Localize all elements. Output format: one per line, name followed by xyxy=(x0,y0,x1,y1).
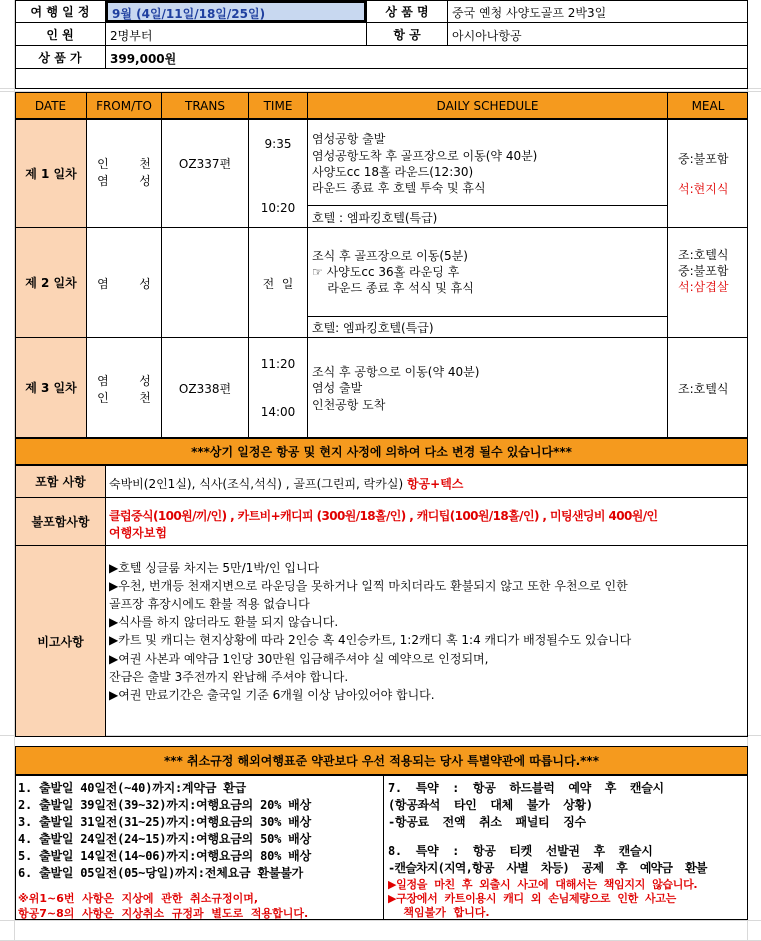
day1-date: 제 1 일차 xyxy=(25,167,77,181)
cancel-rule: 3. 출발일 31일전(31~25)까지:여행요금의 30% 배상 xyxy=(18,815,311,829)
day1-to: 염 성 xyxy=(97,174,151,188)
day3-line: 인천공항 도착 xyxy=(312,398,386,412)
special-note: ▶일정을 마친 후 외출시 사고에 대해서는 책임지지 않습니다. xyxy=(388,878,698,891)
schedule-notice: ***상기 일정은 항공 및 현지 사정에 의하여 다소 변경 될수 있습니다*** xyxy=(15,438,748,465)
day2-meal-dinner: 석:삼겹살 xyxy=(678,280,729,294)
remark-line: 잔금은 출발 3주전까지 완납해 주셔야 합니다. xyxy=(109,670,349,684)
cancel-rule: 4. 출발일 24일전(24~15)까지:여행요금의 50% 배상 xyxy=(18,832,311,846)
day2-meal: 조:호텔식 xyxy=(678,248,729,262)
product-value: 중국 옌청 사양도골프 2박3일 xyxy=(452,6,607,20)
day1-time-depart: 9:35 xyxy=(264,137,292,151)
day2-hotel: 호텔: 엠파킹호텔(특급) xyxy=(312,321,434,335)
price-value: 399,000원 xyxy=(110,52,177,66)
date-value-text: 9월 (4일/11일/18일/25일) xyxy=(112,7,266,21)
day2-line: 라운드 종료 후 석식 및 휴식 xyxy=(312,281,474,295)
day1-line: 염성공항 출발 xyxy=(312,132,386,146)
airline-value: 아시아나항공 xyxy=(452,29,522,43)
date-value[interactable] xyxy=(106,1,366,22)
day3-to: 인 천 xyxy=(97,391,151,405)
day2-from: 염 성 xyxy=(97,277,151,291)
day1-hotel: 호텔 : 엠파킹호텔(특급) xyxy=(312,211,438,225)
day1-meal-dinner: 석:현지식 xyxy=(678,182,729,196)
people-label: 인 원 xyxy=(46,27,74,42)
special-rule: 8. 특약 : 항공 티켓 선발권 후 캔슬시 xyxy=(388,844,653,858)
day2-date: 제 2 일차 xyxy=(25,276,77,290)
special-note: 책임불가 합니다. xyxy=(388,906,490,919)
remark-line: ▶카트 및 캐디는 현지상황에 따라 2인승 혹 4인승카트, 1:2캐디 혹 1:4 캐디가 배정될수도 있습니다 xyxy=(109,633,632,647)
cancel-rule: 2. 출발일 39일전(39~32)까지:여행요금의 20% 배상 xyxy=(18,798,311,812)
day1-meal: 중:불포함 xyxy=(678,152,729,166)
included-text xyxy=(109,475,463,492)
excluded-line: 여행자보험 xyxy=(109,526,167,540)
day2-meal: 중:불포함 xyxy=(678,264,729,278)
day3-time-arrive: 14:00 xyxy=(260,405,296,419)
cancel-note: ※위1~6번 사항은 지상에 관한 취소규정이며, xyxy=(18,892,259,905)
day1-time-arrive: 10:20 xyxy=(260,201,296,215)
header-from-to: FROM/TO xyxy=(96,98,152,113)
special-rule: 7. 특약 : 항공 하드블럭 예약 후 캔슬시 xyxy=(388,781,664,795)
cancel-rule: 5. 출발일 14일전(14~06)까지:여행요금의 80% 배상 xyxy=(18,849,311,863)
day3-date: 제 3 일차 xyxy=(25,381,77,395)
remark-line: ▶여권 사본과 예약금 1인당 30만원 입금해주셔야 실 예약으로 인정되며, xyxy=(109,652,489,666)
special-rule: -캔슬차지(지역,항공 사별 차등) 공제 후 예약금 환불 xyxy=(388,861,707,875)
special-rule: (항공좌석 타인 대체 불가 상황) xyxy=(388,798,593,812)
day1-line: 라운드 종료 후 호텔 투숙 및 휴식 xyxy=(312,181,486,195)
day3-line: 조식 후 공항으로 이동(약 40분) xyxy=(312,365,480,379)
day1-line: 염성공항도착 후 골프장으로 이동(약 40분) xyxy=(312,149,538,163)
day3-line: 염성 출발 xyxy=(312,381,363,395)
included-highlight: 항공+텍스 xyxy=(406,477,464,491)
included-items: 숙박비(2인1실), 식사(조식,석식) , 골프(그린피, 락카실) xyxy=(109,477,404,491)
remark-line: ▶여권 만료기간은 출국일 기준 6개월 이상 남아있어야 합니다. xyxy=(109,688,435,702)
header-trans: TRANS xyxy=(185,98,225,113)
day2-time: 전 일 xyxy=(262,277,294,291)
day1-line: 사양도cc 18홀 라운드(12:30) xyxy=(312,165,474,179)
cancel-note: 항공7~8의 사항은 지상취소 규정과 별도로 적용합니다. xyxy=(18,907,309,920)
remark-line: 골프장 휴장시에도 환불 적용 없습니다 xyxy=(109,597,310,611)
excluded-line: 클럽중식(100원/끼/인) , 카트비+캐디피 (300원/18홀/인) , 캐디팁(100원/18홀/인) , 미팅샌딩비 400원/인 xyxy=(109,509,658,523)
day3-time-depart: 11:20 xyxy=(260,357,296,371)
day3-trans: OZ338편 xyxy=(178,382,232,396)
day1-trans: OZ337편 xyxy=(178,157,232,171)
airline-label: 항 공 xyxy=(393,27,421,42)
product-label: 상 품 명 xyxy=(385,4,429,19)
people-value: 2명부터 xyxy=(110,29,153,43)
header-time: TIME xyxy=(263,98,293,113)
remark-line: ▶우천, 번개등 천재지변으로 라운딩을 못하거나 일찍 마치더라도 환불되지 않고 또한 우천으로 인한 xyxy=(109,579,628,593)
header-date: DATE xyxy=(34,98,67,113)
included-label: 포함 사항 xyxy=(35,475,86,489)
day2-line: ☞ 사양도cc 36홀 라운딩 후 xyxy=(312,265,460,279)
remarks-label: 비고사항 xyxy=(37,634,84,649)
day3-meal: 조:호텔식 xyxy=(678,382,729,396)
date-label: 여 행 일 정 xyxy=(30,4,90,19)
cancel-rule: 6. 출발일 05일전(05~당일)까지:전체요금 환불불가 xyxy=(18,866,303,880)
day3-from: 염 성 xyxy=(97,374,151,388)
header-daily-schedule: DAILY SCHEDULE xyxy=(436,98,539,113)
header-meal: MEAL xyxy=(691,98,725,113)
remark-line: ▶호텔 싱글룸 차지는 5만/1박/인 입니다 xyxy=(109,561,320,575)
special-rule: -항공료 전액 취소 패널티 징수 xyxy=(388,815,586,829)
price-label: 상 품 가 xyxy=(38,50,82,65)
cancel-title: *** 취소규정 해외여행표준 약관보다 우선 적용되는 당사 특별약관에 따릅니다.*** xyxy=(15,746,748,775)
special-note: ▶구장에서 카트이용시 캐디 외 손님제량으로 인한 사고는 xyxy=(388,892,677,905)
excluded-label: 불포함사항 xyxy=(31,515,90,529)
remark-line: ▶식사를 하지 않더라도 환불 되지 않습니다. xyxy=(109,615,339,629)
cancel-rule: 1. 출발일 40일전(~40)까지:계약금 환급 xyxy=(18,781,247,795)
day2-line: 조식 후 골프장으로 이동(5분) xyxy=(312,249,468,263)
day1-from: 인 천 xyxy=(97,157,151,171)
